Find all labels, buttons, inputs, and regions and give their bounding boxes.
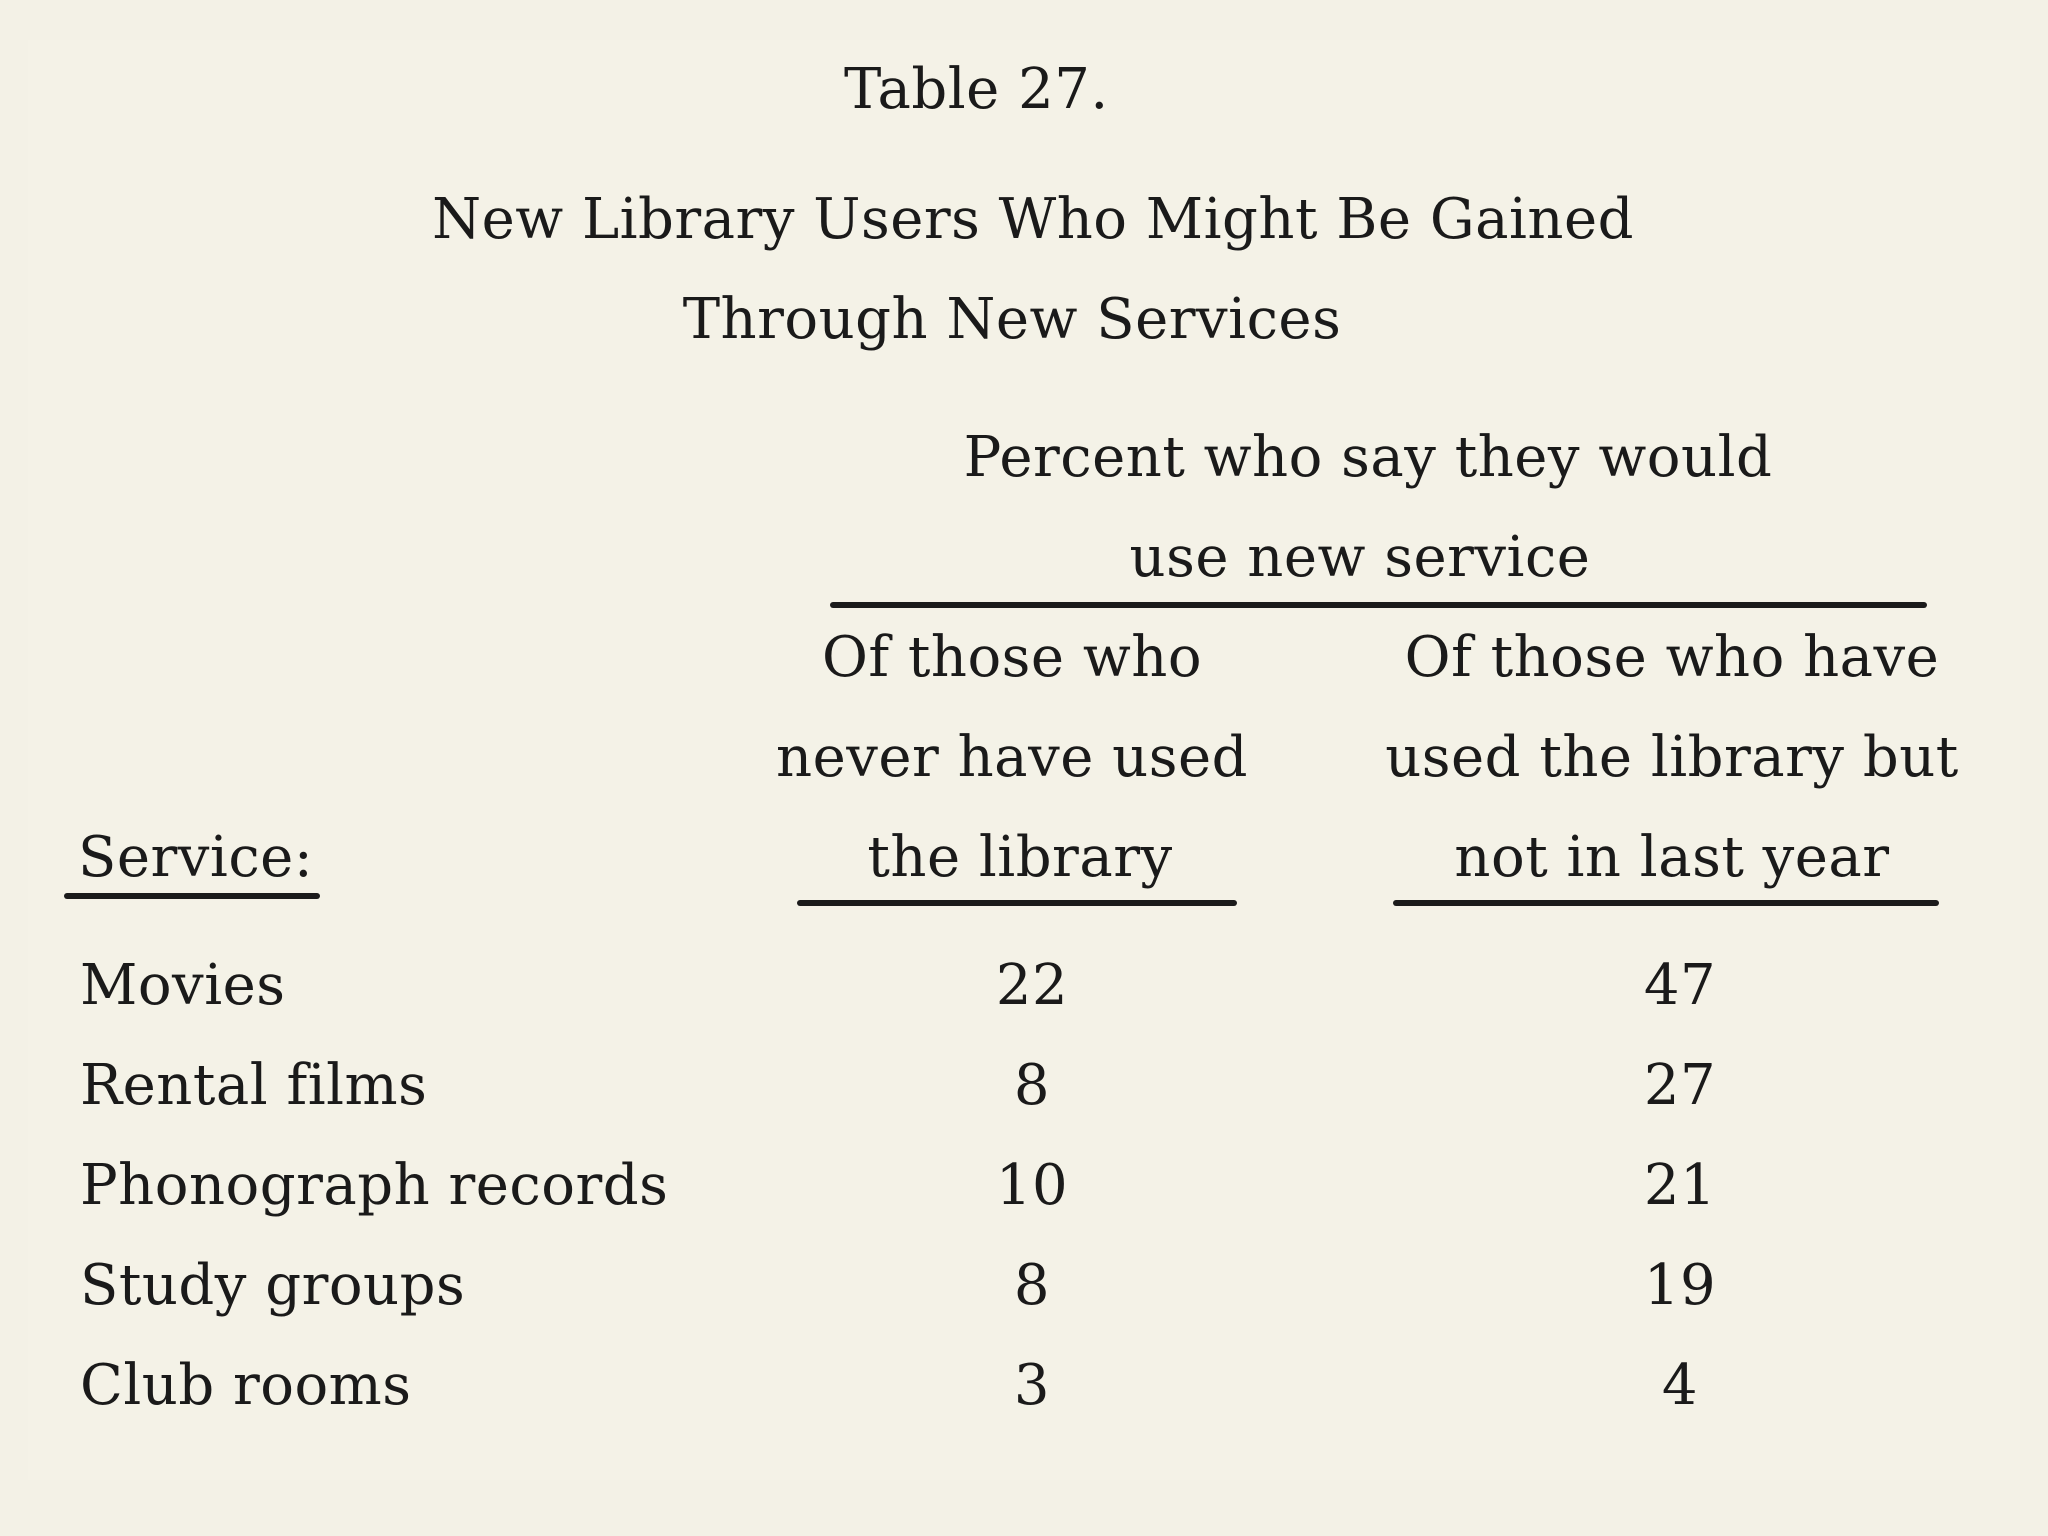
not-last-year-value: 47 [1643, 953, 1717, 1018]
column-header-never-used-line-3: the library [867, 825, 1173, 890]
column-header-not-last-year-rule [1393, 900, 1939, 906]
service-label: Rental films [80, 1053, 428, 1118]
column-header-never-used-rule [797, 900, 1237, 906]
not-last-year-value: 4 [1661, 1353, 1699, 1418]
service-label: Study groups [80, 1253, 466, 1318]
column-header-never-used-line-1: Of those who [821, 625, 1203, 690]
column-header-not-last-year-line-2: used the library but [1385, 725, 1959, 790]
never-used-value: 8 [1013, 1253, 1051, 1318]
never-used-value: 8 [1013, 1053, 1051, 1118]
spanner-heading-line-1: Percent who say they would [963, 425, 1773, 490]
service-header-rule [64, 893, 320, 899]
column-header-not-last-year-line-3: not in last year [1454, 825, 1890, 890]
never-used-value: 3 [1013, 1353, 1051, 1418]
service-label: Movies [80, 953, 286, 1018]
column-header-not-last-year-line-1: Of those who have [1404, 625, 1940, 690]
table-number: Table 27. [844, 57, 1109, 122]
service-label: Phonograph records [80, 1153, 669, 1218]
spanner-rule [830, 602, 1927, 608]
not-last-year-value: 19 [1643, 1253, 1717, 1318]
never-used-value: 10 [995, 1153, 1069, 1218]
table-title-line-2: Through New Services [682, 287, 1342, 352]
not-last-year-value: 27 [1643, 1053, 1717, 1118]
service-label: Club rooms [80, 1353, 412, 1418]
column-header-never-used-line-2: never have used [776, 725, 1248, 790]
table-title-line-1: New Library Users Who Might Be Gained [432, 187, 1634, 252]
not-last-year-value: 21 [1643, 1153, 1717, 1218]
service-column-header: Service: [78, 825, 314, 890]
never-used-value: 22 [995, 953, 1069, 1018]
spanner-heading-line-2: use new service [1129, 525, 1591, 590]
